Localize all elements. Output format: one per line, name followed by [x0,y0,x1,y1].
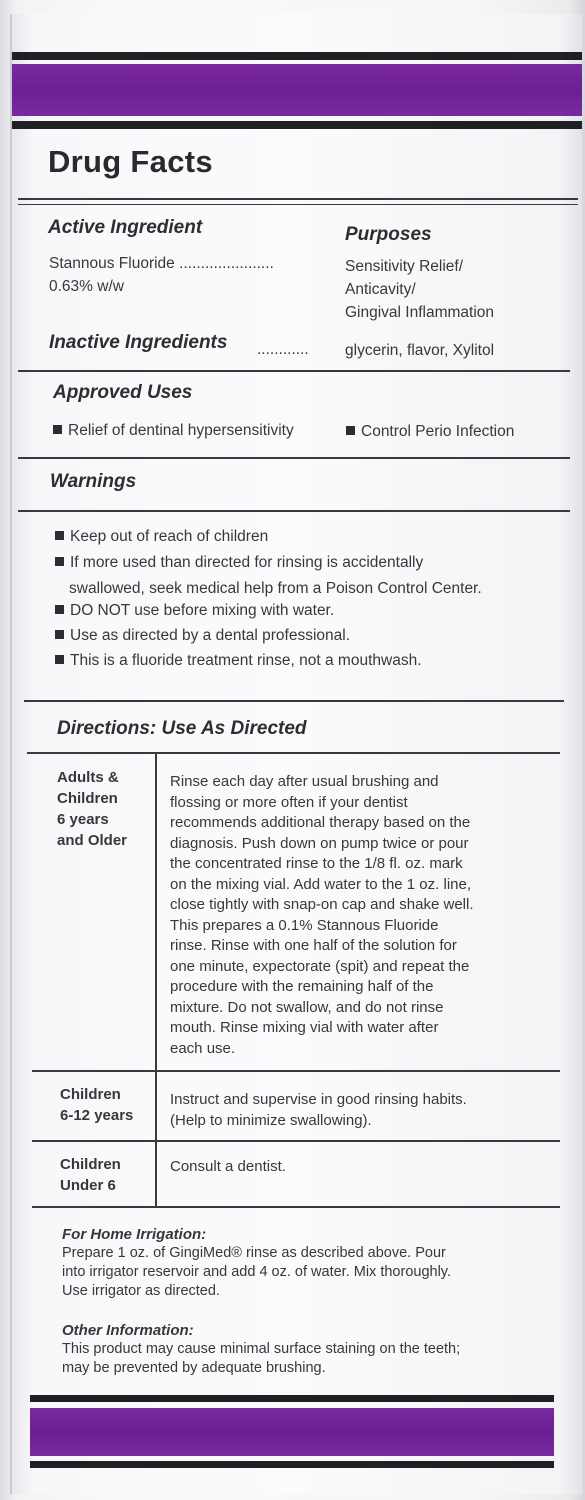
use-item-2 [346,419,514,445]
bottom-purple-band [30,1408,554,1456]
use-item-1 [53,418,294,444]
inactive-divider [18,370,570,372]
warning-item-1 [55,524,268,550]
directions-row-1-label: Adults & Children 6 years and Older [57,769,128,849]
active-ingredient-header: Active Ingredient [48,217,203,238]
warning-item-4-label: Use as directed by a dental professional. [70,627,351,644]
inactive-dots: ............ [257,341,309,358]
directions-row-1-text: Rinse each day after usual brushing and flossing or more often if your dentist recommends additional therapy based on the diagnosis. Push down on pump twice or pour the concentrated rinse to the 1/8 fl. oz. mark on the mixing vial. Add water to the 1 oz. line, close tightly with snap-on cap and shake well. This prepares a 0.1% Stannous Fluoride rinse. Rinse with one half of the solution for one minute, expectorate (spit) and repeat the procedure with the remaining half of the mixture. Do not swallow, and do not rinse mouth. Rinse mixing vial with water after each use. [170,773,474,1057]
directions-row-3-label: Children Under 6 [60,1156,121,1194]
ingredient-strength: 0.63% w/w [49,278,124,295]
warning-item-3 [55,598,334,624]
use-item-1-label: Relief of dentinal hypersensitivity [68,422,294,439]
purpose-2: Anticavity/ [345,281,416,298]
title-divider [18,198,578,200]
inactive-ingredients-header: Inactive Ingredients [49,332,228,353]
other-info-header: Other Information: [62,1322,194,1339]
use-item-2-label: Control Perio Infection [361,423,515,440]
other-info-text: This product may cause minimal surface staining on the teeth; may be prevented by adequate brushing. [62,1341,461,1376]
bullet-icon [55,557,64,566]
purpose-3: Gingival Inflammation [345,304,495,321]
directions-col-divider [155,752,157,1206]
home-irrigation-text: Prepare 1 oz. of GingiMed® rinse as described above. Pour into irrigator reservoir and add 4 oz. of water. Mix thoroughly. Use irrigator as directed. [62,1245,452,1299]
bullet-icon [55,655,64,664]
warnings-divider [18,510,570,512]
directions-row-3-text: Consult a dentist. [170,1158,286,1175]
top-purple-band [12,64,582,116]
bullet-icon [55,531,64,540]
warning-item-2-cont: swallowed, seek medical help from a Poison Control Center. [69,580,482,597]
purposes-header: Purposes [345,224,432,245]
page-title: Drug Facts [48,144,213,179]
warning-item-2-label: If more used than directed for rinsing is accidentally [70,554,424,571]
warning-item-4 [55,623,350,649]
purpose-1: Sensitivity Relief/ [345,258,464,275]
approved-uses-header: Approved Uses [53,382,193,403]
bottom-rule-2 [30,1461,554,1468]
bottom-rule-1 [30,1395,554,1402]
warning-item-1-label: Keep out of reach of children [70,528,269,545]
uses-divider [18,457,570,459]
ingredient-line: Stannous Fluoride ...................... [49,255,274,272]
warnings-bottom-divider [24,700,564,702]
title-divider-2 [18,204,578,205]
warning-item-5-label: This is a fluoride treatment rinse, not a mouthwash. [70,652,422,669]
directions-row-divider-1 [32,1070,560,1072]
bullet-icon [55,605,64,614]
directions-row-2-label: Children 6-12 years [60,1086,134,1124]
directions-table-bottom [32,1206,560,1208]
bullet-icon [53,425,62,434]
warning-item-5 [55,648,422,674]
top-rule-1 [12,52,582,60]
warning-item-3-label: DO NOT use before mixing with water. [70,602,335,619]
directions-header: Directions: Use As Directed [57,718,307,739]
warning-item-2 [55,550,423,576]
directions-table-top [27,752,560,754]
bullet-icon [55,630,64,639]
home-irrigation-header: For Home Irrigation: [62,1226,207,1243]
warnings-header: Warnings [50,471,137,492]
directions-row-divider-2 [32,1140,560,1142]
inactive-value: glycerin, flavor, Xylitol [345,342,495,359]
directions-row-2-text: Instruct and supervise in good rinsing habits. (Help to minimize swallowing). [170,1091,467,1129]
top-rule-2 [12,121,582,129]
bullet-icon [346,426,355,435]
